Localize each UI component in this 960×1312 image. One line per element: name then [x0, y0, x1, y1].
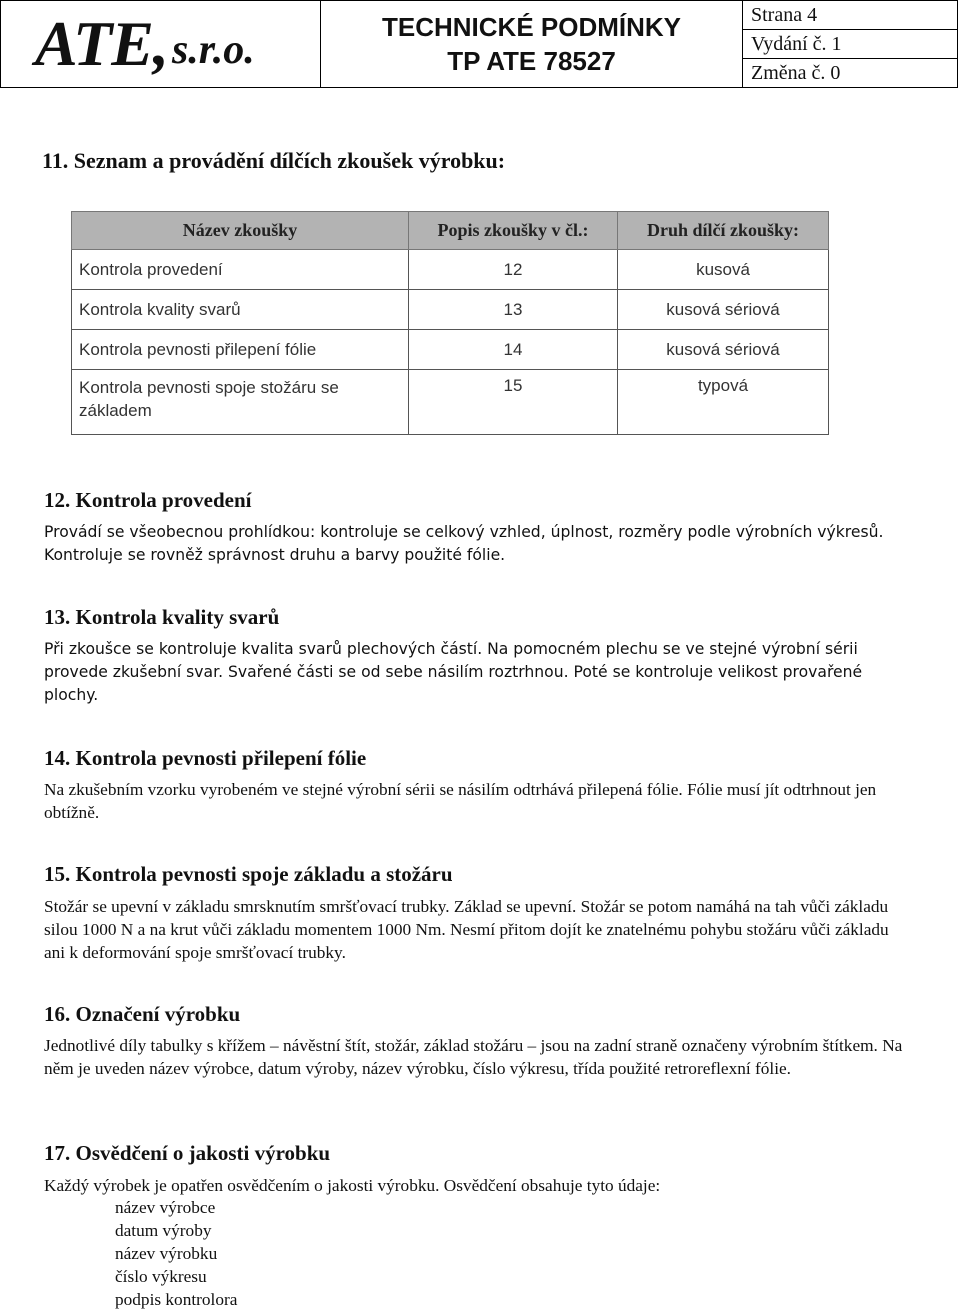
cell-test-name: Kontrola provedení — [72, 250, 409, 290]
cell-test-type: kusová sériová — [618, 330, 829, 370]
column-header-test-type: Druh dílčí zkoušky: — [618, 212, 829, 250]
logo-suffix: s.r.o. — [171, 27, 255, 73]
section-15-text: Stožár se upevní v základu smrsknutím smršťovací trubky. Základ se upevní. Stožár se potom namáhá na tah vůči základu silou 1000 N a na krut vůči základu momentem 1000 Nm. Nesmí přitom dojít ke znatelnému pohybu stožáru vůči základu ani k deformování spoje smršťovací trubky. — [44, 897, 889, 962]
edition-number: Vydání č. 1 — [743, 30, 957, 59]
title-line-1: TECHNICKÉ PODMÍNKY — [381, 12, 681, 42]
cell-article: 14 — [409, 330, 618, 370]
document-title — [321, 1, 743, 87]
section-16-heading: 16. Označení výrobku — [44, 1002, 241, 1026]
cell-article: 13 — [409, 290, 618, 330]
section-12-heading: 12. Kontrola provedení — [44, 488, 252, 512]
cell-test-type: kusová sériová — [618, 290, 829, 330]
change-number: Změna č. 0 — [751, 61, 841, 84]
cell-test-name: Kontrola pevnosti přilepení fólie — [72, 330, 409, 370]
tests-table — [71, 211, 829, 435]
list-item: název výrobce — [115, 1198, 216, 1217]
cell-test-name: Kontrola kvality svarů — [72, 290, 409, 330]
certificate-items-list — [115, 1196, 237, 1311]
column-header-description: Popis zkoušky v čl.: — [409, 212, 618, 250]
section-13-heading: 13. Kontrola kvality svarů — [44, 605, 280, 629]
logo-main: ATE, — [35, 8, 168, 79]
cell-article: 15 — [409, 370, 618, 435]
page-number: Strana 4 — [743, 1, 957, 30]
section-14-heading: 14. Kontrola pevnosti přilepení fólie — [44, 746, 367, 770]
section-11-heading: 11. Seznam a provádění dílčích zkoušek výrobku: — [42, 148, 506, 173]
title-line-2: TP ATE 78527 — [447, 46, 616, 76]
section-13-text: Při zkoušce se kontroluje kvalita svarů plechových částí. Na pomocném plechu se ve stejné výrobní sérii provede zkušební svar. Svařené části se od sebe násilím roztrhnou. Poté se kontroluje velikost provařené plochy. — [44, 640, 863, 704]
document-header — [0, 0, 958, 88]
cell-test-type: typová — [618, 370, 829, 435]
cell-test-type: kusová — [618, 250, 829, 290]
section-14-text: Na zkušebním vzorku vyrobeném ve stejné výrobní sérii se násilím odtrhává přilepená fólie. Fólie musí jít odtrhnout jen obtížně. — [44, 780, 877, 822]
section-12-text: Provádí se všeobecnou prohlídkou: kontroluje se celkový vzhled, úplnost, rozměry podle výrobních výkresů. Kontroluje se rovněž správnost druhu a barvy použité fólie. — [44, 523, 884, 564]
list-item: podpis kontrolora — [115, 1290, 238, 1309]
section-17-text: Každý výrobek je opatřen osvědčením o jakosti výrobku. Osvědčení obsahuje tyto údaje: — [44, 1176, 661, 1195]
document-meta — [743, 1, 957, 87]
section-15-heading: 15. Kontrola pevnosti spoje základu a stožáru — [44, 862, 453, 886]
list-item: datum výroby — [115, 1221, 212, 1240]
column-header-test-name: Název zkoušky — [72, 212, 409, 250]
table-row — [72, 330, 829, 370]
table-row — [72, 370, 829, 435]
section-16-text: Jednotlivé díly tabulky s křížem – návěstní štít, stožár, základ stožáru – jsou na zadní straně označeny výrobním štítkem. Na něm je uveden název výrobce, datum výroby, název výrobku, číslo výkresu, třída použité retroreflexní fólie. — [44, 1036, 903, 1078]
table-row — [72, 250, 829, 290]
list-item: číslo výkresu — [115, 1267, 207, 1286]
section-17-heading: 17. Osvědčení o jakosti výrobku — [44, 1141, 331, 1165]
cell-test-name: Kontrola pevnosti spoje stožáru se základem — [72, 370, 409, 435]
table-row — [72, 290, 829, 330]
list-item: název výrobku — [115, 1244, 218, 1263]
cell-article: 12 — [409, 250, 618, 290]
table-header-row — [72, 212, 829, 250]
company-logo — [1, 1, 321, 87]
